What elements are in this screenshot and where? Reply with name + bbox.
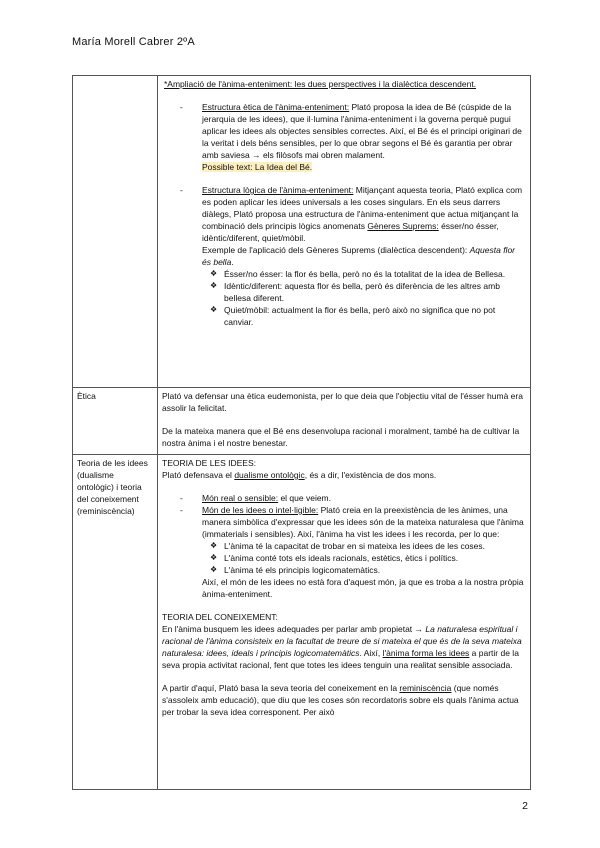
- teoria-coneixement-paragraph: En l'ànima busquem les idees adequades per parlar amb propietat → La naturalesa espiritual i racional de l'ànima consisteix en la facultat de treure de si mateixa el que és de la seva mateixa naturalesa: idees, ideals i principis logicomatemàtics. Així, l'ànima forma les idees a partir de la seva propia activitat racional, fent que totes les idees tenguin una realitat sensible associada.: [162, 624, 522, 670]
- ampliacio-title: *Ampliació de l'ànima-enteniment: les dues perspectives i la dialèctica descendent.: [164, 79, 477, 89]
- possible-text: Possible text: La Idea del Bé.: [202, 162, 313, 172]
- list-item: - Estructura lògica de l'ànima-enteniment: Mitjançant aquesta teoria, Plató explica com es poden aplicar les idees universals a les coses singulars. En els seus darrers diàlegs, Plató proposa una estructura de l'ànima-enteniment que actua mitjançant la combinació dels principis lògics anomenats Gèneres Suprems: ésser/no ésser, idèntic/diferent, quiet/mòbil.: [180, 185, 523, 243]
- table-cell-ampliacio: [158, 76, 531, 388]
- etica-structure-label: Estructura ètica de l'ànima-enteniment:: [202, 102, 350, 112]
- list-item: ❖ Quiet/mòbil: actualment la flor és bella, però això no significa que no pot canviar.: [210, 305, 496, 327]
- exemple-line: Exemple de l'aplicació dels Gèneres Suprems (dialèctica descendent): Aquesta flor és bella.: [202, 245, 516, 267]
- teoria-idees-heading: TEORIA DE LES IDEES:: [162, 458, 257, 468]
- diamond-bullet-icon: ❖: [210, 541, 218, 550]
- table-row: [73, 455, 531, 790]
- diamond-bullet-icon: ❖: [210, 305, 218, 314]
- teoria-idees-intro: Plató defensava el dualisme ontològic, és a dir, l'existència de dos mons.: [162, 470, 437, 480]
- reminiscencia-paragraph: A partir d'aquí, Plató basa la seva teoria del coneixement en la reminiscència (que només s'assoleix amb educació), que diu que les coses són recordatoris sobre els quals l'ànima actua per trobar la seva idea corresponent. Per això: [162, 683, 519, 717]
- etica-paragraph: De la mateixa manera que el Bé ens desenvolupa racional i moralment, també ha de cultivar la nostra ànima i el nostre benestar.: [162, 426, 520, 448]
- page-number: 2: [522, 800, 528, 812]
- list-item: ❖ L'ànima té la capacitat de trobar en si mateixa les idees de les coses.: [210, 541, 486, 551]
- row-label-teoria: Teoria de les idees (dualisme ontològic) i teoria del coneixement (reminiscència): [73, 455, 158, 790]
- list-item: ❖ L'ànima conté tots els ideals racionals, estètics, ètics i polítics.: [210, 553, 459, 563]
- diamond-bullet-icon: ❖: [210, 269, 218, 278]
- etica-paragraph: Plató va defensar una ètica eudemonista, per lo que deia que l'objectiu vital de l'ésser humà era assolir la felicitat.: [162, 391, 523, 413]
- page-header-author: María Morell Cabrer 2ºA: [72, 36, 195, 48]
- teoria-coneixement-heading: TEORIA DEL CONEIXEMENT:: [162, 612, 278, 622]
- logica-structure-label: Estructura lògica de l'ànima-enteniment:: [202, 185, 354, 195]
- table-row: [73, 388, 531, 455]
- notes-table: [72, 75, 531, 790]
- table-cell-teoria: [158, 455, 531, 790]
- list-item: - Món de les idees o intel·ligible: Plató creia en la preexistència de les ànimes, una manera simbòlica d'expressar que les idees són de la mateixa naturalesa que l'ànima (immaterials i sensibles). Així, l'ànima ha vist les idees i les recorda, per lo que:: [180, 505, 524, 539]
- table-cell-empty: [73, 76, 158, 388]
- table-row: [73, 76, 531, 388]
- table-cell-etica: [158, 388, 531, 455]
- diamond-bullet-icon: ❖: [210, 281, 218, 290]
- diamond-bullet-icon: ❖: [210, 553, 218, 562]
- list-item: - Estructura ètica de l'ànima-enteniment: Plató proposa la idea de Bé (cúspide de la jerarquia de les idees), que il·lumina l'ànima-enteniment i la governa perquè pugui aplicar les idees als objectes sensibles correctes. Així, el Bé és el principi originari de la veritat i dels béns sensibles, per lo que obrar segons el Bé és garantia per obrar amb saviesa → els filòsofs mai obren malament.: [180, 102, 522, 160]
- list-item: ❖ Idèntic/diferent: aquesta flor és bella, però és diferència de les altres amb bellesa diferent.: [210, 281, 500, 303]
- mon-conclusion: Així, el món de les idees no està fora d'aquest món, ja que es troba a la nostra pròpia ànima-enteniment.: [202, 577, 524, 599]
- list-item: ❖ L'ànima té els principis logicomatemàtics.: [210, 565, 381, 575]
- diamond-bullet-icon: ❖: [210, 565, 218, 574]
- list-item: ❖ Ésser/no ésser: la flor és bella, però no és la totalitat de la idea de Bellesa.: [210, 269, 506, 279]
- row-label-etica: Ètica: [73, 388, 158, 455]
- list-item: - Món real o sensible: el que veiem.: [180, 493, 331, 503]
